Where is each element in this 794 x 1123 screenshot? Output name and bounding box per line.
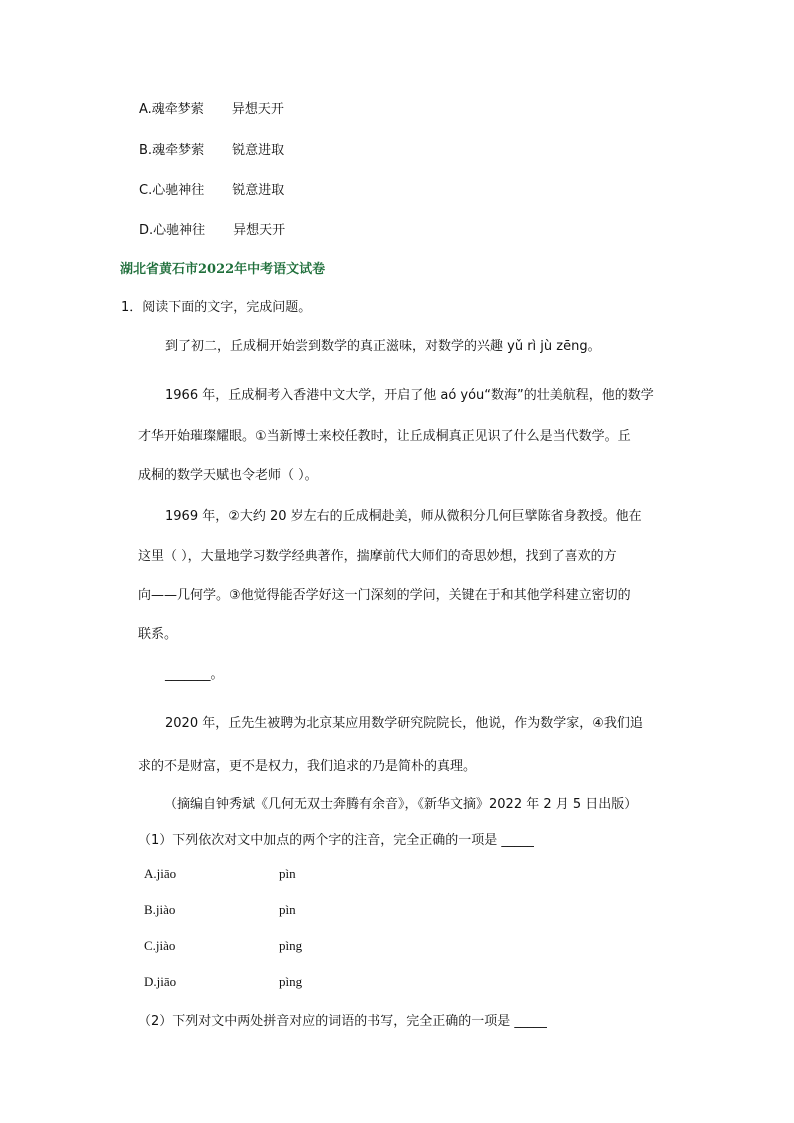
answer-blank: _____ <box>501 833 534 848</box>
option-word-2: 锐意进取 <box>232 183 285 198</box>
option-letter: B. <box>139 143 153 158</box>
option-letter: A. <box>144 866 157 881</box>
passage-paragraph-3-line-1: 1969 年，②大约 20 岁左右的丘成桐赴美，师从微积分几何巨擘陈省身教授。他在 <box>165 509 642 524</box>
pinyin-1: jiāo <box>156 866 177 881</box>
sub1-option-a-b: pìn <box>279 866 296 881</box>
option-word-1: 心驰神往 <box>153 223 206 238</box>
passage-paragraph-2-line-1: 1966 年，丘成桐考入香港中文大学，开启了他 aó yóu“数海”的壮美航程，他的数学 <box>165 388 654 403</box>
passage-paragraph-5-line-1: 2020 年，丘先生被聘为北京某应用数学研究院院长，他说，作为数学家，④我们追 <box>165 716 643 731</box>
option-word-2: 异想天开 <box>231 102 284 117</box>
sub1-option-b-b: pìn <box>279 902 296 917</box>
pinyin-1: jiāo <box>156 974 177 989</box>
passage-paragraph-2-line-2: 才华开始璀璨耀眼。①当新博士来校任教时，让丘成桐真正见识了什么是当代数学。丘 <box>138 429 631 444</box>
option-word-1: 心驰神往 <box>152 183 205 198</box>
passage-paragraph-3-line-3: 向——几何学。③他觉得能否学好这一门深刻的学问，关键在于和其他学科建立密切的 <box>138 588 631 603</box>
sub1-option-c <box>144 938 175 954</box>
option-letter: D. <box>139 223 154 238</box>
passage-source: （摘编自钟秀斌《几何无双士奔腾有余音》，《新华文摘》2022 年 2 月 5 日出版） <box>164 797 638 812</box>
option-word-2: 异想天开 <box>233 223 286 238</box>
passage-blank-line: _______。 <box>165 667 224 682</box>
passage-paragraph-3-line-4: 联系。 <box>138 627 178 642</box>
passage-paragraph-1: 到了初二，丘成桐开始尝到数学的真正滋味，对数学的兴趣 yǔ rì jù zēng。 <box>165 339 601 354</box>
sub1-option-d <box>144 974 176 990</box>
passage-paragraph-5-line-2: 求的不是财富，更不是权力，我们追求的乃是简朴的真理。 <box>138 759 477 774</box>
passage-paragraph-2-line-3: 成桐的数学天赋也令老师（ ）。 <box>138 468 318 483</box>
option-letter: B. <box>144 902 156 917</box>
pinyin-1: jiào <box>155 902 176 917</box>
sub-question-2-prompt <box>138 1010 547 1029</box>
sub-question-1-prompt <box>138 829 534 848</box>
option-a <box>139 98 284 117</box>
sub1-option-d-b: pìng <box>279 974 303 989</box>
option-letter: C. <box>139 183 153 198</box>
option-letter: A. <box>139 102 152 117</box>
question-number: 1． <box>121 300 143 315</box>
sub1-option-b <box>144 902 175 918</box>
section-heading: 湖北省黄石市2022年中考语文试卷 <box>120 262 326 277</box>
sub1-option-c-b: pìng <box>279 938 303 953</box>
pinyin-1: jiào <box>155 938 176 953</box>
option-word-2: 锐意进取 <box>232 143 285 158</box>
sub1-option-a <box>144 866 176 882</box>
passage-paragraph-3-line-2: 这里（ ），大量地学习数学经典著作，揣摩前代大师们的奇思妙想，找到了喜欢的方 <box>138 549 617 564</box>
option-d <box>139 219 285 238</box>
question-1-prompt <box>121 296 311 315</box>
question-text: 阅读下面的文字，完成问题。 <box>142 300 312 315</box>
option-word-1: 魂牵梦萦 <box>151 102 204 117</box>
option-letter: D. <box>144 974 157 989</box>
option-c <box>139 179 284 198</box>
answer-blank: _____ <box>514 1014 547 1029</box>
option-word-1: 魂牵梦萦 <box>152 143 205 158</box>
option-letter: C. <box>144 938 156 953</box>
sub-question-text: （1）下列依次对文中加点的两个字的注音，完全正确的一项是 <box>138 833 498 848</box>
sub-question-text: （2）下列对文中两处拼音对应的词语的书写，完全正确的一项是 <box>138 1014 511 1029</box>
option-b <box>139 139 284 158</box>
